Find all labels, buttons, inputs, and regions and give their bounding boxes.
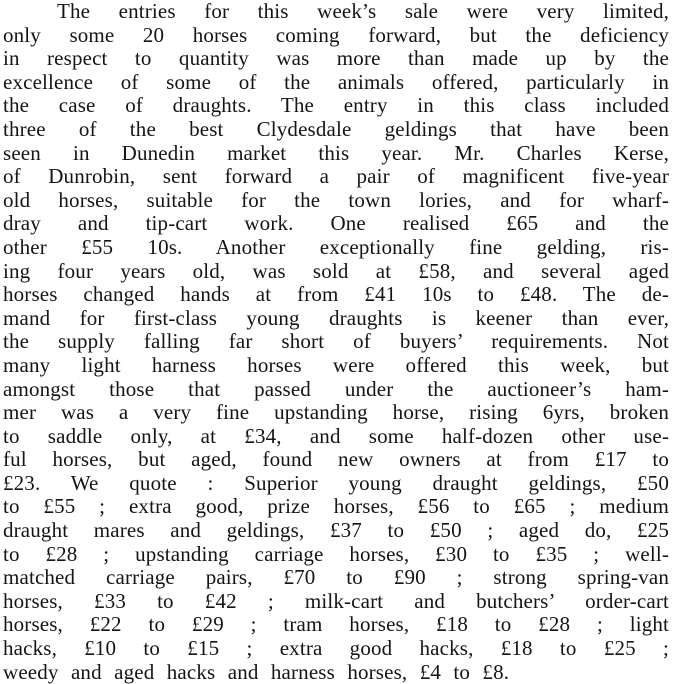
text-line: mer was a very fine upstanding horse, rising 6yrs, broken xyxy=(3,400,669,425)
text-line: ful horses, but aged, found new owners at from £17 to xyxy=(3,447,669,472)
text-line: seen in Dunedin market this year. Mr. Charles Kerse, xyxy=(3,140,669,165)
text-line: of Dunrobin, sent forward a pair of magnificent five-year xyxy=(3,164,669,189)
text-line: horses changed hands at from £41 10s to £48. The de- xyxy=(3,282,669,307)
text-line: mand for first-class young draughts is keener than ever, xyxy=(3,305,669,330)
text-line: draught mares and geldings, £37 to £50 ; aged do, £25 xyxy=(3,518,669,543)
text-line: hacks, £10 to £15 ; extra good hacks, £18 to £25 ; xyxy=(3,636,669,661)
text-line: The entries for this week’s sale were very limited, xyxy=(57,0,669,23)
text-line: dray and tip-cart work. One realised £65 and the xyxy=(3,211,669,236)
text-line: in respect to quantity was more than made up by the xyxy=(3,46,669,71)
text-line: three of the best Clydesdale geldings that have been xyxy=(3,116,669,141)
text-line: weedy and aged hacks and harness horses, £4 to £8. xyxy=(3,659,510,684)
text-line: only some 20 horses coming forward, but the deficiency xyxy=(3,22,669,47)
text-line: horses, £22 to £29 ; tram horses, £18 to £28 ; light xyxy=(3,612,669,637)
text-line: ing four years old, was sold at £58, and several aged xyxy=(3,258,669,283)
text-line: horses, £33 to £42 ; milk-cart and butchers’ order-cart xyxy=(3,588,669,613)
text-line: to £55 ; extra good, prize horses, £56 to £65 ; medium xyxy=(3,494,669,519)
text-line: many light harness horses were offered this week, but xyxy=(3,352,669,377)
text-line: £23. We quote : Superior young draught geldings, £50 xyxy=(3,470,669,495)
text-line: excellence of some of the animals offered, particularly in xyxy=(3,69,669,94)
text-line: to £28 ; upstanding carriage horses, £30 to £35 ; well- xyxy=(3,541,669,566)
text-line: old horses, suitable for the town lories, and for wharf- xyxy=(3,187,669,212)
text-line: to saddle only, at £34, and some half-dozen other use- xyxy=(3,423,669,448)
text-line: amongst those that passed under the auctioneer’s ham- xyxy=(3,376,669,401)
text-line: the case of draughts. The entry in this class included xyxy=(3,93,669,118)
text-line: other £55 10s. Another exceptionally fine gelding, ris- xyxy=(3,234,669,259)
text-line: the supply falling far short of buyers’ requirements. Not xyxy=(3,329,669,354)
text-line: matched carriage pairs, £70 to £90 ; strong spring-van xyxy=(3,565,669,590)
